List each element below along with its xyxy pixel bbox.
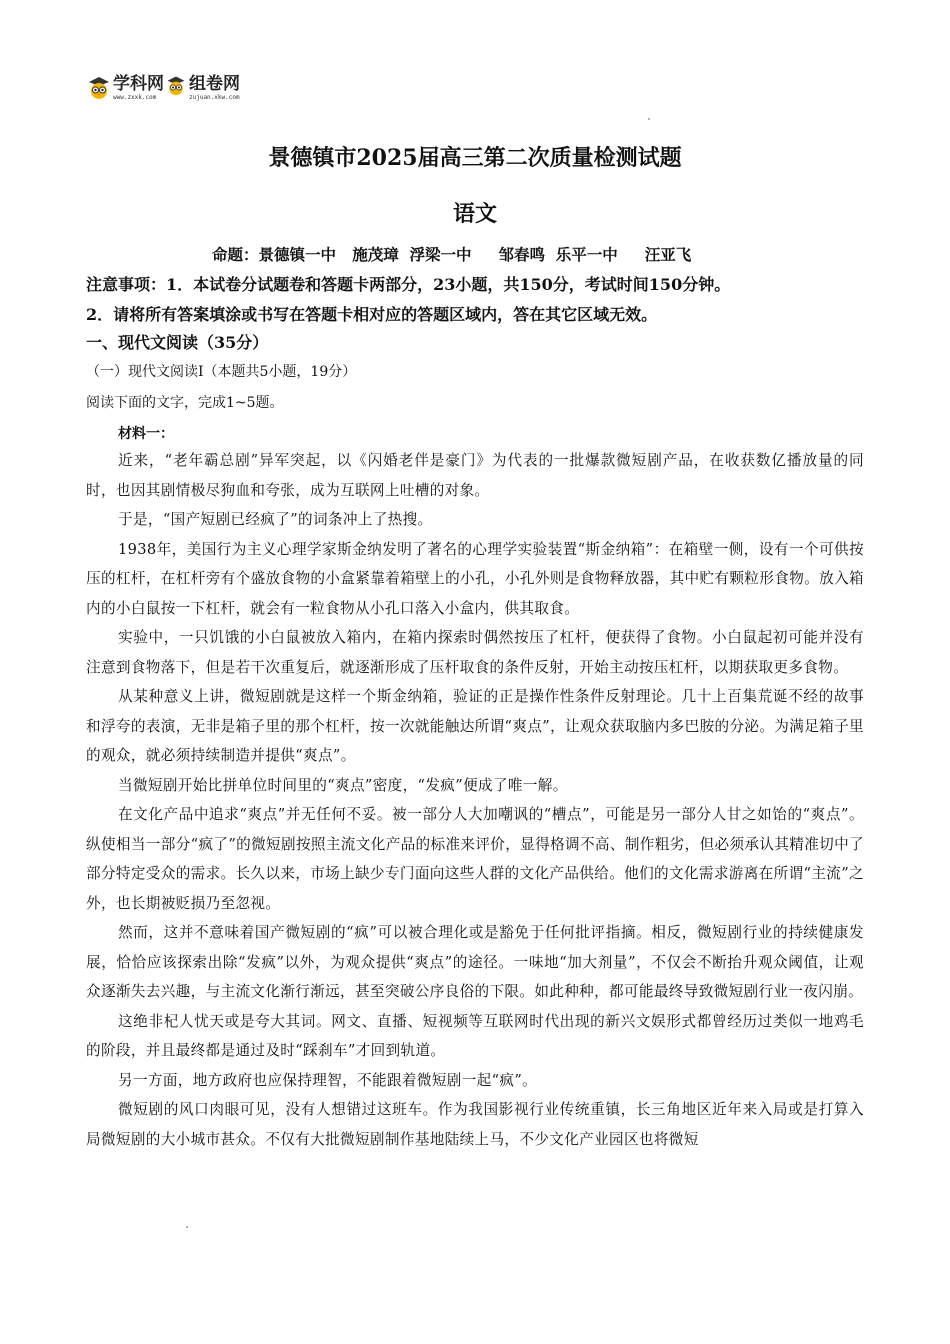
- owl-mascot-icon: [165, 74, 187, 96]
- notice-1: 注意事项：1．本试卷分试题卷和答题卡两部分，23小题，共150分，考试时间150分钟。: [86, 275, 731, 294]
- notice-2: 2．请将所有答案填涂或书写在答题卡相对应的答题区域内，答在其它区域无效。: [86, 305, 658, 324]
- paragraph: 于是，“国产短剧已经疯了”的词条冲上了热搜。: [118, 511, 433, 528]
- paragraph: 1938年，美国行为主义心理学家斯金纳发明了著名的心理学实验装置“斯金纳箱”：在箱壁一侧，设有一个可供按压的杠杆，在杠杆旁有个盛放食物的小盒紧靠着箱壁上的小孔，小孔外则是食物释放器，其中贮有颗粒形食物。放入箱内的小白鼠按一下杠杆，就会有一粒食物从小孔口落入小盒内，供其取食。: [86, 540, 864, 617]
- reading-passage: [86, 446, 864, 1154]
- owl-mascot-icon: [86, 74, 112, 100]
- paragraph: 微短剧的风口肉眼可见，没有人想错过这班车。作为我国影视行业传统重镇，长三角地区近年来入局或是打算入局微短剧的大小城市甚众。不仅有大批微短剧制作基地陆续上马，不少文化产业园区也将微短: [86, 1101, 864, 1148]
- paragraph: 近来，“老年霸总剧”异军突起，以《闪婚老伴是豪门》为代表的一批爆款微短剧产品，在收获数亿播放量的同时，也因其剧情极尽狗血和夸张，成为互联网上吐槽的对象。: [86, 452, 864, 499]
- paragraph: 实验中，一只饥饿的小白鼠被放入箱内，在箱内探索时偶然按压了杠杆，便获得了食物。小白鼠起初可能并没有注意到食物落下，但是若干次重复后，就逐渐形成了压杆取食的条件反射，开始主动按压杠杆，以期获取更多食物。: [86, 629, 864, 676]
- paragraph: 这绝非杞人忧天或是夸大其词。网文、直播、短视频等互联网时代出现的新兴文娱形式都曾经历过类似一地鸡毛的阶段，并且最终都是通过及时“踩刹车”才回到轨道。: [86, 1012, 864, 1059]
- logo-url-right: zujuan.xkw.com: [189, 94, 240, 101]
- section-subtitle: （一）现代文阅读I（本题共5小题，19分）: [86, 364, 357, 380]
- section-title: 一、现代文阅读（35分）: [86, 333, 269, 352]
- paragraph: 另一方面，地方政府也应保持理智，不能跟着微短剧一起“疯”。: [118, 1071, 538, 1089]
- subject-title: 语文: [452, 201, 497, 227]
- authors-line: 命题：景德镇一中 施茂璋 浮梁一中 邹春鸣 乐平一中 汪亚飞: [212, 245, 692, 264]
- speck-mark: [648, 118, 650, 120]
- exam-title: 景德镇市2025届高三第二次质量检测试题: [268, 145, 682, 171]
- paragraph: 当微短剧开始比拼单位时间里的“爽点”密度，“发疯”便成了唯一解。: [118, 776, 568, 794]
- paragraph: 然而，这并不意味着国产微短剧的“疯”可以被合理化或是豁免于任何批评指摘。相反，微短剧行业的持续健康发展，恰恰应该探索出除“发疯”以外，为观众提供“爽点”的途径。一味地“加大剂量”，不仅会不断抬升观众阈值，让观众逐渐失去兴趣，与主流文化渐行渐远，甚至突破公序良俗的下限。如此种种，都可能最终导致微短剧行业一夜闪崩。: [86, 924, 864, 1000]
- logo: [86, 74, 240, 104]
- paragraph: 在文化产品中追求“爽点”并无任何不妥。被一部分人大加嘲讽的“槽点”，可能是另一部分人甘之如饴的“爽点”。纵使相当一部分“疯了”的微短剧按照主流文化产品的标准来评价，显得格调不高、制作粗劣，但必须承认其精准切中了部分特定受众的需求。长久以来，市场上缺少专门面向这些人群的文化产品供给。他们的文化需求游离在所谓“主流”之外，也长期被贬损乃至忽视。: [86, 806, 864, 912]
- logo-text-left: 学科网: [113, 74, 164, 94]
- logo-url-left: www.zxxk.com: [113, 94, 157, 101]
- paragraph: 从某种意义上讲，微短剧就是这样一个斯金纳箱，验证的正是操作性条件反射理论。几十上百集荒诞不经的故事和浮夸的表演，无非是箱子里的那个杠杆，按一次就能触达所谓“爽点”，让观众获取脑内多巴胺的分泌。为满足箱子里的观众，就必须持续制造并提供“爽点”。: [86, 688, 864, 764]
- material-label: 材料一：: [118, 426, 174, 442]
- instruction: 阅读下面的文字，完成1~5题。: [86, 395, 284, 411]
- logo-text-right: 组卷网: [189, 74, 240, 94]
- speck-mark: [186, 1226, 188, 1228]
